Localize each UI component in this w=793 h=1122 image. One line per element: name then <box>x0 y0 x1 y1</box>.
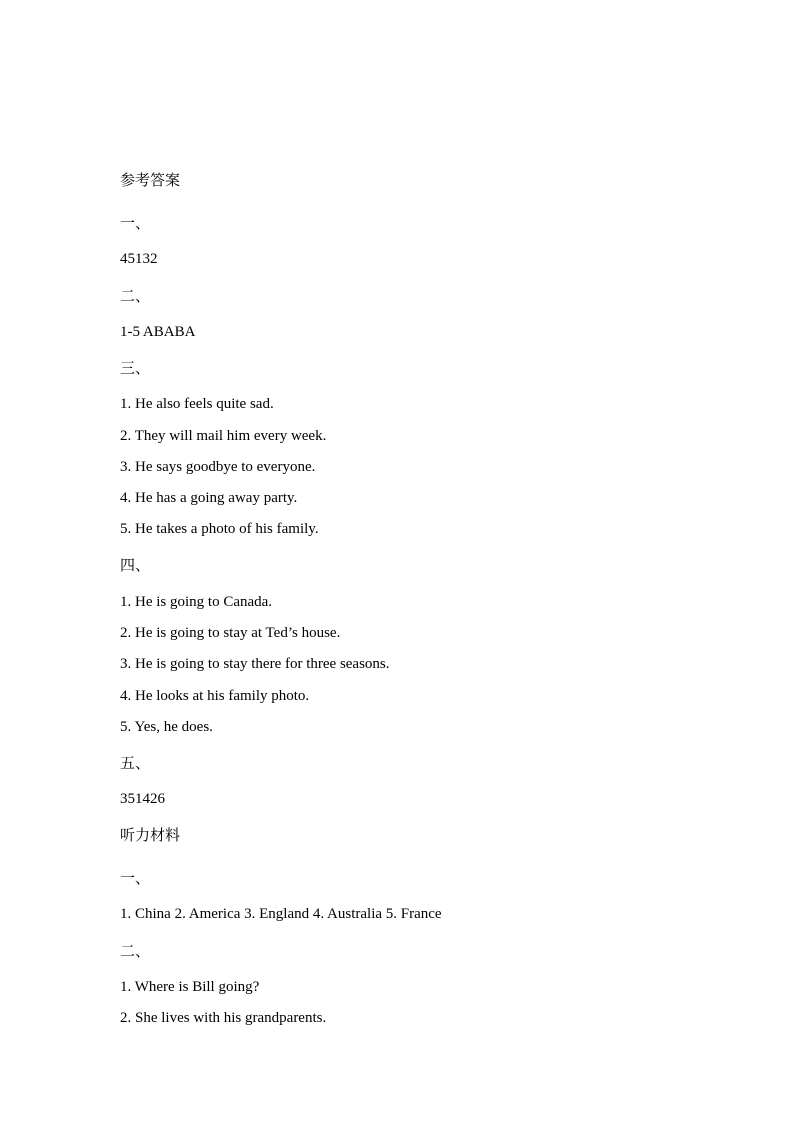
section-3-item: 5. He takes a photo of his family. <box>120 521 319 537</box>
listening-title: 听力材料 <box>120 826 181 844</box>
section-1-answer: 45132 <box>120 251 158 267</box>
section-2-answer: 1-5 ABABA <box>120 324 196 340</box>
section-3-item: 4. He has a going away party. <box>120 490 298 506</box>
section-4-item: 5. Yes, he does. <box>120 719 213 735</box>
section-4-item: 3. He is going to stay there for three seasons. <box>120 656 390 672</box>
section-4-item: 4. He looks at his family photo. <box>120 688 310 704</box>
listening-2-item: 1. Where is Bill going? <box>120 979 260 995</box>
section-5-label: 五、 <box>120 754 151 772</box>
answers-title: 参考答案 <box>120 171 181 189</box>
section-3-label: 三、 <box>120 359 151 377</box>
section-4-item: 1. He is going to Canada. <box>120 594 273 610</box>
section-3-item: 2. They will mail him every week. <box>120 428 327 444</box>
listening-1-text: 1. China 2. America 3. England 4. Australia 5. France <box>120 906 442 922</box>
section-1-label: 一、 <box>120 214 151 232</box>
section-3-item: 3. He says goodbye to everyone. <box>120 459 316 475</box>
section-4-item: 2. He is going to stay at Ted’s house. <box>120 625 341 641</box>
section-4-label: 四、 <box>120 556 151 574</box>
section-5-answer: 351426 <box>120 791 165 807</box>
section-2-label: 二、 <box>120 287 151 305</box>
listening-2-item: 2. She lives with his grandparents. <box>120 1010 327 1026</box>
section-3-item: 1. He also feels quite sad. <box>120 396 274 412</box>
listening-1-label: 一、 <box>120 869 151 887</box>
listening-2-label: 二、 <box>120 942 151 960</box>
